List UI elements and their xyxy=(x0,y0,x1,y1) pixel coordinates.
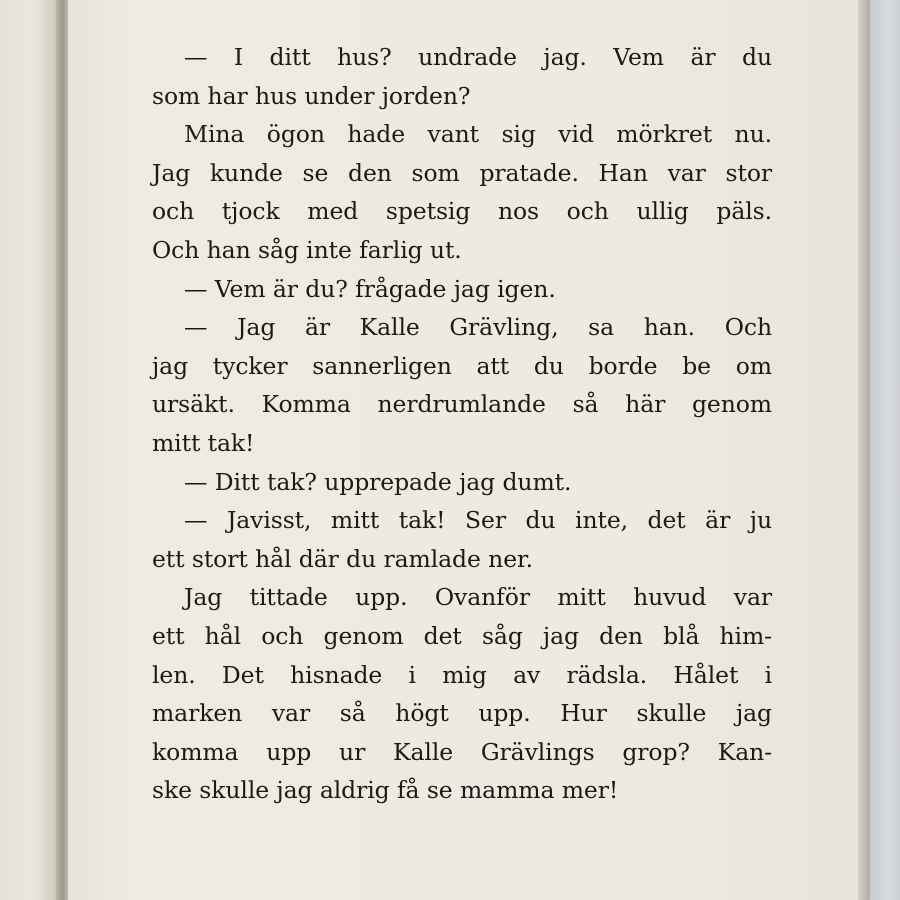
text-line: ske skulle jag aldrig få se mamma mer! xyxy=(152,776,619,805)
page-text xyxy=(152,38,772,810)
text-line: Jag tittade upp. Ovanför mitt huvud var xyxy=(184,583,772,612)
text-line: jag tycker sannerligen att du borde be om xyxy=(152,351,772,380)
text-line: ursäkt. Komma nerdrumlande så här genom xyxy=(152,390,772,419)
text-line: Jag kunde se den som pratade. Han var stor xyxy=(152,158,772,187)
text-line: som har hus under jorden? xyxy=(152,81,471,110)
text-line: — Jag är Kalle Grävling, sa han. Och xyxy=(184,313,772,342)
text-line: ett hål och genom det såg jag den blå him- xyxy=(152,621,772,650)
page-stack-edge xyxy=(858,0,870,900)
text-line: Och han såg inte farlig ut. xyxy=(152,235,462,264)
text-line: marken var så högt upp. Hur skulle jag xyxy=(152,699,772,728)
text-line: komma upp ur Kalle Grävlings grop? Kan- xyxy=(152,737,772,766)
text-line: mitt tak! xyxy=(152,428,255,457)
text-line: — I ditt hus? undrade jag. Vem är du xyxy=(184,43,772,71)
text-line: ett stort hål där du ramlade ner. xyxy=(152,544,533,573)
text-line: len. Det hisnade i mig av rädsla. Hålet i xyxy=(152,660,772,689)
text-line: — Vem är du? frågade jag igen. xyxy=(184,274,556,303)
text-line: — Ditt tak? upprepade jag dumt. xyxy=(184,467,572,496)
left-page-edge xyxy=(0,0,62,900)
text-line: och tjock med spetsig nos och ullig päls. xyxy=(152,197,772,226)
text-line: — Javisst, mitt tak! Ser du inte, det är ju xyxy=(184,506,772,535)
background-surface xyxy=(870,0,900,900)
text-line: Mina ögon hade vant sig vid mörkret nu. xyxy=(184,120,772,149)
